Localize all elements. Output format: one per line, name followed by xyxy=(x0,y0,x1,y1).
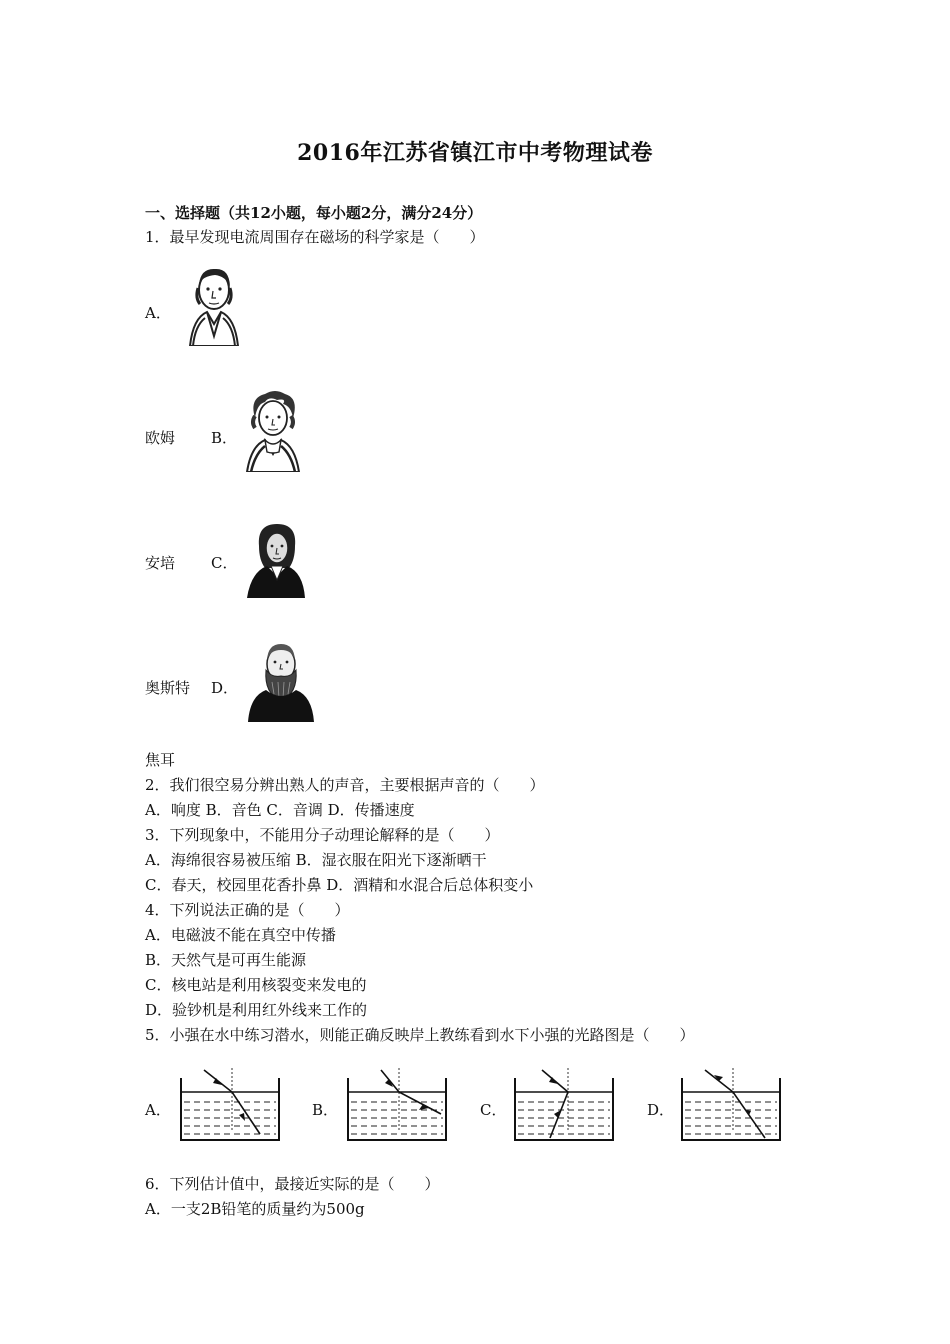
question-4-stem: 4．下列说法正确的是（ ） xyxy=(145,901,350,919)
question-1-stem: 1．最早发现电流周围存在磁场的科学家是（ ） xyxy=(145,228,485,246)
section-title: 一、选择题（共12小题，每小题2分，满分24分） xyxy=(145,204,483,222)
q5-option-a-label[interactable]: A． xyxy=(145,1101,171,1119)
optics-diagram-a xyxy=(178,1066,282,1142)
question-5-stem: 5．小强在水中练习潜水，则能正确反映岸上教练看到水下小强的光路图是（ ） xyxy=(145,1026,695,1044)
q1-option-c-name: 奥斯特 xyxy=(145,679,191,697)
page-title: 2016年江苏省镇江市中考物理试卷 xyxy=(297,140,653,166)
question-6-option-a[interactable]: A．一支2B铅笔的质量约为500g xyxy=(145,1200,365,1218)
optics-diagram-d xyxy=(679,1066,783,1142)
q1-option-a-label[interactable]: A． xyxy=(145,304,171,322)
question-3-options-line-2[interactable]: C．春天，校园里花香扑鼻 D．酒精和水混合后总体积变小 xyxy=(145,876,534,894)
question-2-options[interactable]: A．响度 B．音色 C．音调 D．传播速度 xyxy=(145,801,415,819)
optics-diagram-c xyxy=(512,1066,616,1142)
question-4-option-a[interactable]: A．电磁波不能在真空中传播 xyxy=(145,926,336,944)
question-3-options-line-1[interactable]: A．海绵很容易被压缩 B．湿衣服在阳光下逐渐晒干 xyxy=(145,851,487,869)
question-4-option-c[interactable]: C．核电站是利用核裂变来发电的 xyxy=(145,976,367,994)
portrait-c-image xyxy=(245,520,307,598)
question-4-option-d[interactable]: D．验钞机是利用红外线来工作的 xyxy=(145,1001,368,1019)
q1-option-b-name: 安培 xyxy=(145,554,176,572)
question-2-stem: 2．我们很空易分辨出熟人的声音，主要根据声音的（ ） xyxy=(145,776,545,794)
portrait-b-image xyxy=(243,388,303,472)
portrait-d-image xyxy=(248,638,314,722)
q1-option-b-label[interactable]: B． xyxy=(211,429,238,447)
q5-option-c-label[interactable]: C． xyxy=(480,1101,507,1119)
portrait-a-image xyxy=(185,262,243,346)
q1-option-a-name: 欧姆 xyxy=(145,429,176,447)
q5-option-b-label[interactable]: B． xyxy=(312,1101,339,1119)
q5-option-d-label[interactable]: D． xyxy=(647,1101,675,1119)
q1-option-d-label[interactable]: D． xyxy=(211,679,239,697)
question-3-stem: 3．下列现象中，不能用分子动理论解释的是（ ） xyxy=(145,826,500,844)
optics-diagram-b xyxy=(345,1066,449,1142)
question-6-stem: 6．下列估计值中，最接近实际的是（ ） xyxy=(145,1175,440,1193)
q1-option-d-name: 焦耳 xyxy=(145,751,176,769)
question-4-option-b[interactable]: B．天然气是可再生能源 xyxy=(145,951,307,969)
q1-option-c-label[interactable]: C． xyxy=(211,554,238,572)
